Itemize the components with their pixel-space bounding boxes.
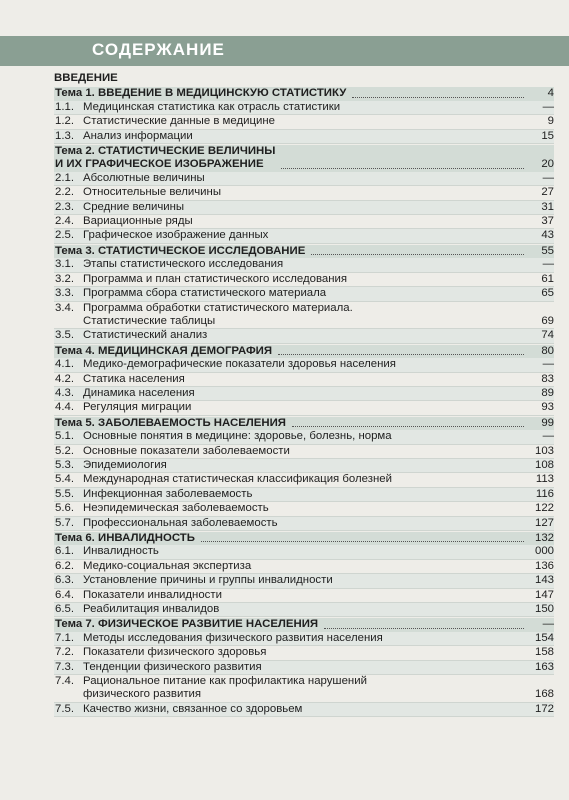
toc-item-number: 2.3.	[55, 200, 74, 213]
toc-item-text	[55, 201, 526, 214]
toc-item[interactable]	[54, 329, 554, 343]
toc-item-number: 3.1.	[55, 258, 74, 271]
toc-item-number: 4.2.	[55, 372, 74, 385]
toc-item-text	[55, 186, 526, 199]
toc-item-page-number: 172	[534, 702, 554, 715]
toc-item-text	[55, 545, 526, 558]
toc-item[interactable]	[54, 287, 554, 301]
toc-item-number: 6.3.	[55, 574, 74, 587]
toc-item-title: Показатели физического здоровья	[83, 646, 267, 659]
toc-item-title: Качество жизни, связанное со здоровьем	[83, 702, 303, 715]
toc-item-number: 3.3.	[55, 287, 74, 300]
toc-item-page-number: 147	[534, 588, 554, 601]
toc-item-text	[55, 445, 526, 458]
toc-item-text	[55, 430, 526, 443]
toc-item-title: Динамика населения	[83, 386, 195, 399]
toc-item-text	[55, 373, 526, 386]
toc-item-title: Основные понятия в медицине: здоровье, болезнь, норма	[83, 430, 392, 443]
toc-item-text	[55, 661, 526, 674]
toc-item-title: Рациональное питание как профилактика нарушений	[83, 675, 367, 688]
toc-item[interactable]	[54, 387, 554, 401]
toc-item-page-number: —	[542, 258, 554, 271]
toc-item-text	[55, 603, 526, 616]
toc-item-title: Неэпидемическая заболеваемость	[83, 502, 269, 515]
toc-item[interactable]	[54, 646, 554, 660]
toc-item-number: 5.3.	[55, 458, 74, 471]
topic-heading[interactable]	[54, 532, 554, 545]
toc-item-number: 2.4.	[55, 215, 74, 228]
toc-item-title: Программа сбора статистического материала	[83, 287, 327, 300]
toc-item-number: 4.1.	[55, 358, 74, 371]
topic-title	[55, 145, 275, 172]
toc-item-page-number: 83	[541, 372, 554, 385]
topic-page-number: 132	[534, 532, 554, 544]
toc-item[interactable]	[54, 201, 554, 215]
toc-item-text	[55, 172, 526, 185]
toc-item-text	[55, 560, 526, 573]
topic-page-number: 20	[541, 158, 554, 171]
toc-item[interactable]	[54, 445, 554, 459]
topic-page-number: 80	[541, 344, 554, 357]
table-of-contents	[54, 72, 554, 717]
toc-item-number: 1.2.	[55, 115, 74, 128]
toc-item-title: Статистический анализ	[83, 329, 208, 342]
toc-item-page-number: 168	[534, 688, 554, 701]
toc-item-title: Анализ информации	[83, 129, 193, 142]
toc-item[interactable]	[54, 589, 554, 603]
toc-item-number: 2.1.	[55, 171, 74, 184]
toc-item[interactable]	[54, 502, 554, 516]
toc-item-page-number: 61	[541, 272, 554, 285]
toc-item-page-number: 65	[541, 287, 554, 300]
toc-item-text	[55, 215, 526, 228]
toc-item[interactable]	[54, 675, 554, 703]
toc-item[interactable]	[54, 560, 554, 574]
toc-item-page-number: —	[542, 430, 554, 443]
dot-leader	[292, 426, 524, 427]
toc-item-number: 4.3.	[55, 386, 74, 399]
toc-item[interactable]	[54, 517, 554, 531]
toc-item-text	[55, 574, 526, 587]
topic-title-line1: Тема 2. СТАТИСТИЧЕСКИЕ ВЕЛИЧИНЫ	[55, 145, 276, 158]
toc-item-title: Инвалидность	[83, 545, 159, 558]
toc-item-page-number: 163	[534, 660, 554, 673]
toc-item-page-number: 116	[535, 487, 554, 500]
toc-item-number: 4.4.	[55, 401, 74, 414]
toc-item-page-number: 136	[534, 559, 554, 572]
toc-item-title: Тенденции физического развития	[83, 660, 262, 673]
toc-item-text	[55, 517, 526, 530]
toc-item-title: Инфекционная заболеваемость	[83, 487, 253, 500]
toc-item-text	[55, 459, 526, 472]
toc-item-page-number: 43	[541, 229, 554, 242]
toc-item[interactable]	[54, 358, 554, 372]
toc-item-number: 3.2.	[55, 272, 74, 285]
topic-title-line1: Тема 1. ВВЕДЕНИЕ В МЕДИЦИНСКУЮ СТАТИСТИКУ	[55, 87, 347, 100]
toc-item-number: 6.4.	[55, 588, 74, 601]
toc-item-page-number: 122	[534, 502, 554, 515]
page-title: СОДЕРЖАНИЕ	[92, 40, 225, 59]
toc-item-text	[55, 329, 526, 342]
toc-item-text	[55, 488, 526, 501]
toc-item-number: 5.1.	[55, 430, 74, 443]
toc-item-title: Медицинская статистика как отрасль статистики	[83, 100, 341, 113]
topic-page-number: —	[542, 618, 554, 631]
toc-item[interactable]	[54, 115, 554, 129]
toc-item[interactable]	[54, 430, 554, 444]
toc-item-page-number: 74	[541, 329, 554, 342]
toc-item-page-number: 113	[535, 473, 554, 486]
toc-item-title: Показатели инвалидности	[83, 588, 222, 601]
toc-section	[54, 417, 554, 531]
toc-item-title: Вариационные ряды	[83, 215, 193, 228]
topic-heading[interactable]	[54, 145, 554, 172]
toc-item-page-number: 27	[541, 186, 554, 199]
toc-intro: ВВЕДЕНИЕ	[54, 72, 118, 84]
toc-item-page-number: 37	[541, 215, 554, 228]
toc-item-number: 7.4.	[55, 675, 74, 688]
toc-item-page-number: —	[542, 171, 554, 184]
toc-item-page-number: 108	[534, 458, 554, 471]
toc-item-number: 7.2.	[55, 646, 74, 659]
header-band	[0, 36, 569, 66]
topic-title	[55, 417, 286, 430]
toc-item-page-number: 143	[534, 574, 554, 587]
toc-item-title: Средние величины	[83, 200, 185, 213]
dot-leader	[201, 541, 524, 542]
toc-item-text	[55, 632, 526, 645]
toc-item-number: 5.7.	[55, 516, 74, 529]
toc-item-text	[55, 302, 526, 329]
toc-item-number: 3.4.	[55, 301, 74, 314]
toc-item[interactable]	[54, 459, 554, 473]
toc-item-number: 3.5.	[55, 329, 74, 342]
toc-item-text	[55, 229, 526, 242]
topic-title	[55, 87, 346, 100]
toc-item-page-number: 000	[534, 545, 554, 558]
toc-item-title: Эпидемиология	[83, 458, 167, 471]
toc-item-title: Методы исследования физического развития населения	[83, 631, 383, 644]
toc-item[interactable]	[54, 632, 554, 646]
toc-item-number: 5.4.	[55, 473, 74, 486]
toc-section	[54, 345, 554, 416]
topic-title-line1: Тема 6. ИНВАЛИДНОСТЬ	[55, 532, 195, 544]
toc-item[interactable]	[54, 603, 554, 617]
topic-title-line2: И ИХ ГРАФИЧЕСКОЕ ИЗОБРАЖЕНИЕ	[55, 158, 264, 171]
toc-item-title: Абсолютные величины	[83, 171, 205, 184]
toc-item[interactable]	[54, 703, 554, 717]
toc-item-page-number: 89	[541, 386, 554, 399]
toc-section	[54, 245, 554, 344]
toc-item-title: Установление причины и группы инвалидности	[83, 574, 333, 587]
toc-item[interactable]	[54, 545, 554, 559]
toc-item-title: Основные показатели заболеваемости	[83, 444, 290, 457]
toc-item-number: 2.2.	[55, 186, 74, 199]
toc-item[interactable]	[54, 661, 554, 675]
toc-item[interactable]	[54, 101, 554, 115]
toc-item-page-number: 31	[541, 200, 554, 213]
toc-item-title: Относительные величины	[83, 186, 222, 199]
topic-title-line1: Тема 5. ЗАБОЛЕВАЕМОСТЬ НАСЕЛЕНИЯ	[55, 416, 286, 429]
toc-item[interactable]	[54, 473, 554, 487]
topic-title-line1: Тема 4. МЕДИЦИНСКАЯ ДЕМОГРАФИЯ	[55, 344, 273, 357]
toc-item-text	[55, 401, 526, 414]
toc-item-title: Профессиональная заболеваемость	[83, 516, 278, 529]
dot-leader	[278, 354, 524, 355]
toc-item-page-number: 103	[534, 444, 554, 457]
topic-title-line1: Тема 3. СТАТИСТИЧЕСКОЕ ИССЛЕДОВАНИЕ	[55, 244, 306, 257]
toc-item-page-number: 9	[547, 115, 554, 128]
toc-item[interactable]	[54, 215, 554, 229]
dot-leader	[311, 254, 524, 255]
toc-item-page-number: 158	[534, 646, 554, 659]
toc-item-page-number: 69	[541, 314, 554, 327]
toc-item-text	[55, 703, 526, 716]
dot-leader	[281, 168, 524, 169]
dot-leader	[324, 628, 524, 629]
toc-item[interactable]	[54, 172, 554, 186]
topic-page-number: 4	[547, 87, 554, 100]
toc-item-title-continued: физического развития	[83, 688, 202, 701]
dot-leader	[352, 97, 524, 98]
topic-heading[interactable]	[54, 618, 554, 631]
topic-heading[interactable]	[54, 345, 554, 358]
toc-item-number: 2.5.	[55, 229, 74, 242]
toc-item-text	[55, 258, 526, 271]
toc-item-title-continued: Статистические таблицы	[83, 314, 216, 327]
toc-section	[54, 532, 554, 617]
toc-item-number: 5.6.	[55, 502, 74, 515]
topic-title	[55, 532, 195, 545]
toc-item-text	[55, 473, 526, 486]
toc-item-text	[55, 675, 526, 702]
toc-item-text	[55, 130, 526, 143]
toc-item-page-number: —	[542, 100, 554, 113]
topic-heading[interactable]	[54, 87, 554, 100]
toc-item-page-number: 93	[541, 401, 554, 414]
topic-heading[interactable]	[54, 417, 554, 430]
toc-item-number: 5.2.	[55, 444, 74, 457]
toc-item-text	[55, 273, 526, 286]
topic-title-line1: Тема 7. ФИЗИЧЕСКОЕ РАЗВИТИЕ НАСЕЛЕНИЯ	[55, 618, 319, 631]
toc-item[interactable]	[54, 186, 554, 200]
toc-item[interactable]	[54, 401, 554, 415]
toc-item[interactable]	[54, 130, 554, 144]
toc-item-text	[55, 358, 526, 371]
topic-title	[55, 245, 305, 258]
toc-item-number: 1.1.	[55, 100, 74, 113]
toc-item-number: 6.2.	[55, 559, 74, 572]
toc-item-title: Реабилитация инвалидов	[83, 603, 220, 616]
toc-item-text	[55, 287, 526, 300]
toc-item[interactable]	[54, 302, 554, 330]
toc-item-text	[55, 115, 526, 128]
toc-item-text	[55, 502, 526, 515]
toc-item-title: Графическое изображение данных	[83, 229, 269, 242]
toc-item-number: 6.5.	[55, 603, 74, 616]
toc-item[interactable]	[54, 229, 554, 243]
toc-item-title: Этапы статистического исследования	[83, 258, 284, 271]
toc-item-number: 7.1.	[55, 631, 74, 644]
topic-heading[interactable]	[54, 245, 554, 258]
toc-item-page-number: 150	[534, 603, 554, 616]
toc-item-number: 5.5.	[55, 487, 74, 500]
topic-title	[55, 618, 318, 631]
toc-item-text	[55, 589, 526, 602]
toc-item-title: Программа и план статистического исследования	[83, 272, 348, 285]
toc-item-page-number: 127	[534, 516, 554, 529]
toc-item[interactable]	[54, 574, 554, 588]
toc-item-title: Регуляция миграции	[83, 401, 192, 414]
toc-item[interactable]	[54, 258, 554, 272]
toc-item-text	[55, 101, 526, 114]
toc-item-text	[55, 387, 526, 400]
toc-section	[54, 145, 554, 244]
toc-item-text	[55, 646, 526, 659]
toc-item-page-number: 154	[534, 631, 554, 644]
toc-item-page-number: —	[542, 358, 554, 371]
toc-item-title: Медико-социальная экспертиза	[83, 559, 252, 572]
toc-item[interactable]	[54, 488, 554, 502]
topic-page-number: 99	[541, 416, 554, 429]
toc-item-number: 1.3.	[55, 129, 74, 142]
topic-page-number: 55	[541, 244, 554, 257]
toc-item-title: Медико-демографические показатели здоровья населения	[83, 358, 396, 371]
toc-item-title: Статистические данные в медицине	[83, 115, 275, 128]
toc-section	[54, 618, 554, 717]
toc-item[interactable]	[54, 273, 554, 287]
toc-item-number: 7.5.	[55, 702, 74, 715]
topic-title	[55, 345, 272, 358]
toc-item-number: 7.3.	[55, 660, 74, 673]
toc-item-title: Программа обработки статистического материала.	[83, 301, 353, 314]
toc-item-title: Статика населения	[83, 372, 185, 385]
toc-item-number: 6.1.	[55, 545, 74, 558]
toc-item[interactable]	[54, 373, 554, 387]
toc-section	[54, 87, 554, 144]
toc-item-title: Международная статистическая классификация болезней	[83, 473, 392, 486]
toc-item-page-number: 15	[541, 129, 554, 142]
